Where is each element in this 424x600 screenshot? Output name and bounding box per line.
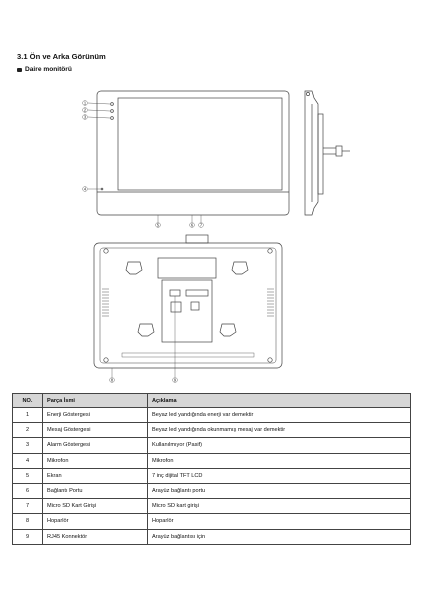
parts-table bbox=[12, 393, 411, 545]
rear-view bbox=[94, 235, 282, 377]
row-part-name: Hoparlör bbox=[43, 514, 148, 529]
table-row bbox=[13, 529, 411, 544]
row-part-name: Micro SD Kart Girişi bbox=[43, 499, 148, 514]
square-bullet-icon bbox=[17, 68, 22, 72]
table-row bbox=[13, 438, 411, 453]
section-title: 3.1 Ön ve Arka Görünüm bbox=[17, 52, 106, 61]
front-screen bbox=[118, 98, 282, 190]
table-row bbox=[13, 423, 411, 438]
rear-center-hub bbox=[162, 280, 212, 342]
row-no: 3 bbox=[13, 438, 43, 453]
row-no: 1 bbox=[13, 408, 43, 423]
monitor-drawing bbox=[0, 84, 424, 394]
row-no: 5 bbox=[13, 468, 43, 483]
rear-housing bbox=[94, 243, 282, 368]
table-row bbox=[13, 453, 411, 468]
table-row bbox=[13, 468, 411, 483]
row-description: Arayüz bağlantısı için bbox=[148, 529, 411, 544]
table-row bbox=[13, 408, 411, 423]
row-description: Arayüz bağlantı portu bbox=[148, 483, 411, 498]
callout-top-7: 7 bbox=[199, 222, 203, 228]
side-bracket bbox=[318, 114, 323, 194]
table-row bbox=[13, 483, 411, 498]
row-no: 9 bbox=[13, 529, 43, 544]
row-part-name: Mikrofon bbox=[43, 453, 148, 468]
header-description: Açıklama bbox=[148, 394, 411, 408]
row-description: Kullanılmıyor (Pasif) bbox=[148, 438, 411, 453]
header-part-name: Parça İsmi bbox=[43, 394, 148, 408]
row-no: 6 bbox=[13, 483, 43, 498]
callout-rear-8: 8 bbox=[110, 377, 114, 383]
row-description: 7 inç dijital TFT LCD bbox=[148, 468, 411, 483]
row-part-name: Alarm Göstergesi bbox=[43, 438, 148, 453]
led-1-icon bbox=[111, 103, 114, 106]
monitor-drawing-svg bbox=[0, 84, 424, 394]
front-bezel bbox=[97, 91, 289, 215]
row-description: Beyaz led yandığında okunmamış mesaj var demektir bbox=[148, 423, 411, 438]
row-part-name: Enerji Göstergesi bbox=[43, 408, 148, 423]
row-description: Micro SD kart girişi bbox=[148, 499, 411, 514]
row-no: 7 bbox=[13, 499, 43, 514]
row-part-name: RJ45 Konnektör bbox=[43, 529, 148, 544]
row-no: 8 bbox=[13, 514, 43, 529]
row-no: 4 bbox=[13, 453, 43, 468]
callout-top-6: 6 bbox=[190, 222, 194, 228]
row-description: Hoparlör bbox=[148, 514, 411, 529]
table-row bbox=[13, 514, 411, 529]
side-body bbox=[305, 91, 318, 215]
table-row bbox=[13, 499, 411, 514]
side-view bbox=[305, 91, 350, 215]
row-part-name: Mesaj Göstergesi bbox=[43, 423, 148, 438]
row-description: Mikrofon bbox=[148, 453, 411, 468]
side-connector bbox=[336, 146, 342, 156]
header-no: NO. bbox=[13, 394, 43, 408]
rear-upper-panel bbox=[158, 258, 216, 278]
rear-port-block bbox=[186, 235, 208, 243]
callout-rear-9: 9 bbox=[173, 377, 177, 383]
callout-front-5: 5 bbox=[156, 222, 160, 228]
led-3-icon bbox=[111, 117, 114, 120]
front-view bbox=[88, 91, 289, 222]
callout-front-4: 4 bbox=[83, 186, 87, 192]
subsection-heading bbox=[17, 66, 72, 73]
rear-rj45-port bbox=[170, 290, 180, 296]
rear-speaker-grilles bbox=[102, 289, 274, 316]
callout-front-3: 3 bbox=[83, 114, 87, 120]
mic-hole-icon bbox=[101, 188, 103, 190]
table-header-row bbox=[13, 394, 411, 408]
front-callouts bbox=[83, 101, 204, 228]
rear-callouts bbox=[110, 378, 178, 383]
row-no: 2 bbox=[13, 423, 43, 438]
subsection-title: Daire monitörü bbox=[25, 66, 72, 73]
callout-front-1: 1 bbox=[83, 100, 87, 106]
row-description: Beyaz led yandığında enerji var demektir bbox=[148, 408, 411, 423]
led-2-icon bbox=[111, 110, 114, 113]
callout-front-2: 2 bbox=[83, 107, 87, 113]
row-part-name: Ekran bbox=[43, 468, 148, 483]
row-part-name: Bağlantı Portu bbox=[43, 483, 148, 498]
